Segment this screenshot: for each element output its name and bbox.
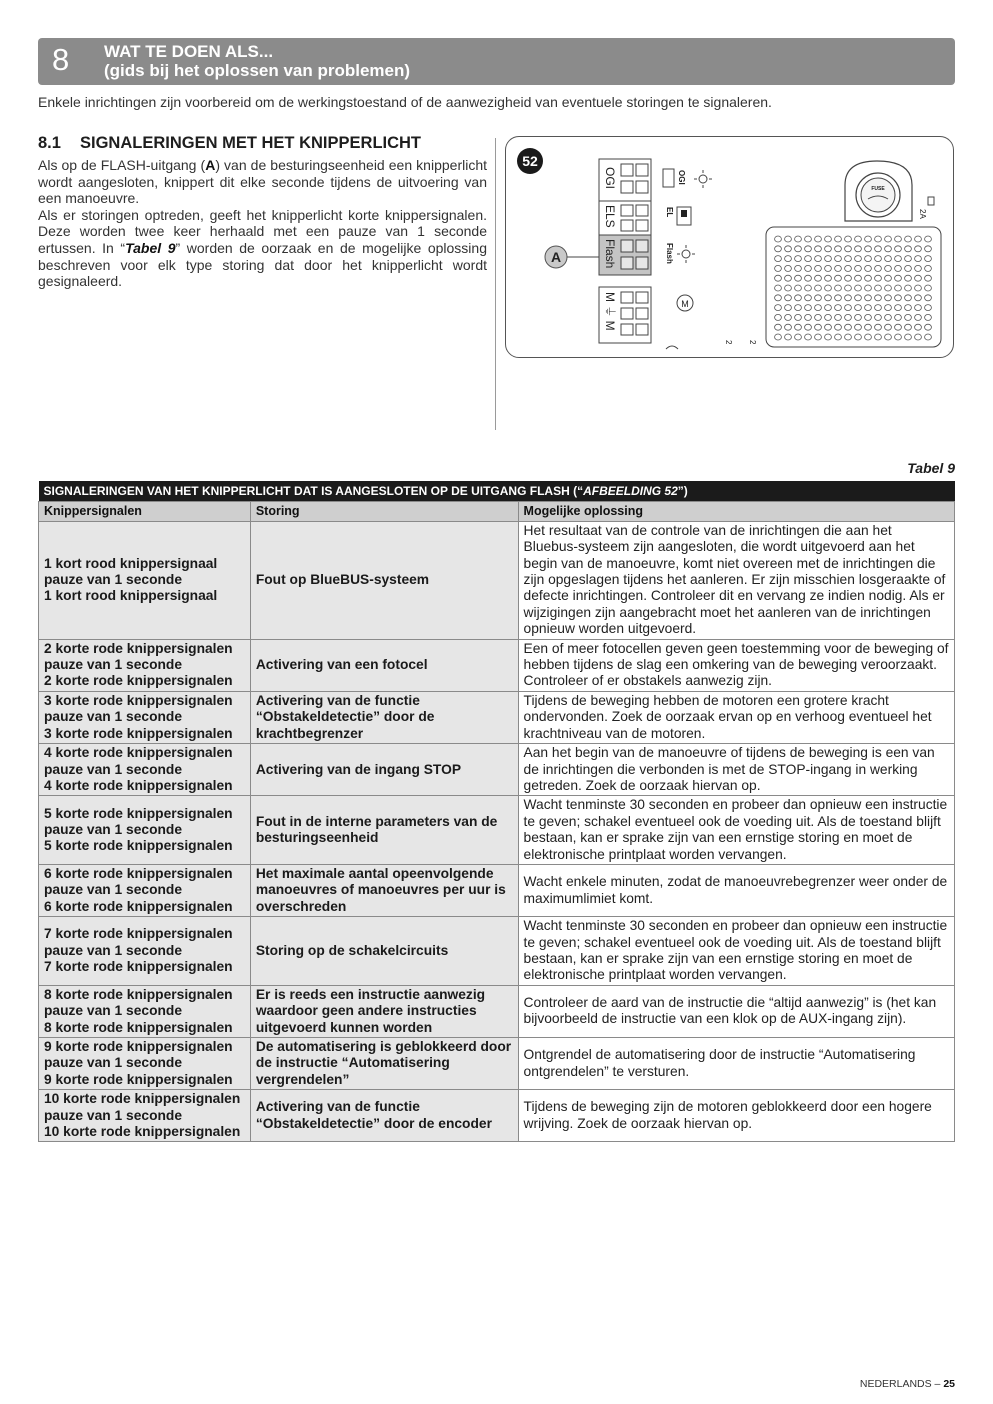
table-title [39,481,955,502]
fuse-label: FUSE [871,186,885,192]
table-title-text-b: ”) [677,484,688,498]
fuse-icon [861,178,895,212]
chapter-header [38,38,955,85]
chapter-title-line1: WAT TE DOEN ALS... [104,42,274,61]
signal-cell [39,639,251,691]
fault-cell: Storing op de schakelcircuits [250,917,518,986]
side-label-ogi: OGI [677,170,686,185]
terminal-label-ogi: OGI [603,167,617,190]
chapter-title-line2: (gids bij het oplossen van problemen) [104,61,411,80]
solution-cell: Tijdens de beweging zijn de motoren geblokkeerd door een hogere wrijving. Zoek de oorzaak hiervan op. [518,1090,954,1142]
signal-line: 7 korte rode knippersignalen [44,959,233,975]
table-header-row [39,502,955,521]
column-header-fault: Storing [250,502,518,521]
section-body [38,157,487,290]
page-footer [860,1378,955,1390]
table-title-text-a: SIGNALERINGEN VAN HET KNIPPERLICHT DAT IS AANGESLOTEN OP DE UITGANG FLASH (“ [43,484,584,498]
fault-cell: Er is reeds een instructie aanwezig waardoor geen andere instructies uitgevoerd kunnen worden [250,985,518,1037]
control-unit-drawing [506,137,955,359]
signal-line: 10 korte rode knippersignalen [44,1091,241,1107]
signal-cell [39,864,251,916]
signal-cell [39,985,251,1037]
table-row [39,521,955,639]
terminal-label-flash: Flash [603,239,617,269]
signal-line: pauze van 1 seconde [44,1055,183,1071]
side-label-el: EL [665,207,674,218]
ogi-indicator-icon [663,169,674,187]
chapter-title [104,42,410,80]
side-label-flash: Flash [665,243,674,264]
signal-line: 5 korte rode knippersignalen [44,805,233,821]
fault-cell: Activering van de functie “Obstakeldetectie” door de encoder [250,1090,518,1142]
fault-cell: Het maximale aantal opeenvolgende manoeuvres of manoeuvres per uur is overschreden [250,864,518,916]
fault-cell: Fout op BlueBUS-systeem [250,521,518,639]
signal-line: 4 korte rode knippersignalen [44,777,233,793]
signal-line: 8 korte rode knippersignalen [44,1019,233,1035]
table-row [39,985,955,1037]
lock-symbol-icon [681,210,687,217]
signal-cell [39,1090,251,1142]
signal-line: pauze van 1 seconde [44,1107,183,1123]
fault-cell: Activering van een fotocel [250,639,518,691]
table-row [39,864,955,916]
callout-a-label: A [550,249,562,265]
signal-line: 6 korte rode knippersignalen [44,865,233,881]
signal-line: 7 korte rode knippersignalen [44,926,233,942]
solution-cell: Wacht tenminste 30 seconden en probeer dan opnieuw een instructie te geven; schakel eventueel ook de voeding uit. Als de toestand blijft bestaan, kan er sprake zijn van een ernstige storing en moet de elektronische printplaat worden vervangen. [518,796,954,865]
solution-cell: Een of meer fotocellen geven geen toestemming voor de beweging of hebben tijdens de slag een omkering van de beweging veroorzaakt. Controleer of er obstakels aanwezig zijn. [518,639,954,691]
table-row [39,691,955,743]
signal-line: 9 korte rode knippersignalen [44,1039,233,1054]
table-row [39,639,955,691]
signal-cell [39,917,251,986]
page-number: 25 [943,1378,955,1390]
flash-signals-table [38,481,955,1142]
signal-line: pauze van 1 seconde [44,572,183,588]
table-title-figure-ref: AFBEELDING 52 [583,484,678,498]
signal-line: 1 kort rood knippersignaal [44,555,218,571]
p1-text-a: Als op de FLASH-uitgang ( [38,157,206,173]
table-row [39,744,955,796]
signal-cell [39,744,251,796]
signal-line: 4 korte rode knippersignalen [44,745,233,761]
cable-curve-icon [666,346,678,349]
figure-52 [505,136,954,358]
section-number: 8.1 [38,134,61,152]
table-caption: Tabel 9 [907,460,955,476]
footer-language: NEDERLANDS – [859,1378,941,1390]
figure-number-label: 52 [522,153,538,169]
solution-cell: Het resultaat van de controle van de inrichtingen die aan het Bluebus-systeem zijn aangesloten, die wordt uitgevoerd aan het begin van de manoeuvre, komt niet overeen met de inrichtingen die zijn opgeslagen tijdens het aanleren. Er zijn misschien losgeraakte of defecte inrichtingen. Controleer dit en vervang ze indien nodig. Als er wijzigingen zijn aangebracht moet het aanleren van de inrichtingen opnieuw worden uitgevoerd. [518,521,954,639]
signal-line: pauze van 1 seconde [44,882,183,898]
table-row [39,1090,955,1142]
signal-line: pauze van 1 seconde [44,761,183,777]
lamp-icon-ogi [694,170,712,188]
column-header-signals: Knippersignalen [39,502,251,521]
signal-cell [39,521,251,639]
fault-cell: Activering van de ingang STOP [250,744,518,796]
signal-line: 5 korte rode knippersignalen [44,838,233,854]
motor-icon-label: M [681,299,689,309]
small-mark-1: 2 [724,340,733,345]
section-heading: SIGNALERINGEN MET HET KNIPPERLICHT [80,134,422,152]
fuse-symbol-icon [928,197,934,205]
chapter-number: 8 [52,42,70,77]
signal-cell [39,691,251,743]
column-header-solution: Mogelijke oplossing [518,502,954,521]
lamp-icon-flash [677,245,695,263]
terminal-label-els: ELS [603,205,617,228]
signal-line: 3 korte rode knippersignalen [44,692,233,708]
signal-line: pauze van 1 seconde [44,1003,183,1019]
table-row [39,917,955,986]
fault-cell: De automatisering is geblokkeerd door de instructie “Automatisering vergrendelen” [250,1038,518,1090]
solution-cell: Wacht tenminste 30 seconden en probeer dan opnieuw een instructie te geven; schakel eventueel ook de voeding uit. Als de toestand blijft bestaan, kan er sprake zijn van een ernstige storing en moet de elektronische printplaat worden vervangen. [518,917,954,986]
table-row [39,796,955,865]
signal-cell [39,1038,251,1090]
signal-line: pauze van 1 seconde [44,821,183,837]
solution-cell: Wacht enkele minuten, zodat de manoeuvrebegrenzer weer onder de maximumlimiet komt. [518,864,954,916]
table-reference-link: Tabel 9 [125,239,176,256]
p2-text-b: ” worden de oorzaak en de mogelijke oplossing beschreven voor elk type storing dat door het knipperlicht wordt gesignaleerd. [38,239,487,290]
signal-line: pauze van 1 seconde [44,709,183,725]
intro-text: Enkele inrichtingen zijn voorbereid om de werkingstoestand of de aanwezigheid van eventuele storingen te signaleren. [38,94,772,110]
signal-line: 8 korte rode knippersignalen [44,986,233,1002]
table-row [39,1038,955,1090]
section-title [38,134,421,153]
terminal-label-motor: M ⏚ M [603,292,617,331]
p1-text-b: ) van de besturingseenheid een knipperlicht wordt aangesloten, knippert dit elke seconde tijdens de uitvoering van een manoeuvre. [38,157,487,207]
p2-text-a: Als er storingen optreden, geeft het knipperlicht korte knippersignalen. Deze worden twee keer herhaald met een pauze van 1 seconde ertussen. In “ [38,206,487,256]
fuse-rating: 2A [918,209,927,219]
signal-line: pauze van 1 seconde [44,657,183,673]
solution-cell: Controleer de aard van de instructie die “altijd aanwezig” is (het kan bijvoorbeeld de instructie van een klok op de AUX-ingang zijn). [518,985,954,1037]
signal-line: pauze van 1 seconde [44,942,183,958]
paragraph-2 [38,207,487,290]
p1-bold-ref: A [205,157,216,173]
signal-line: 10 korte rode knippersignalen [44,1124,241,1140]
signal-line: 2 korte rode knippersignalen [44,673,233,689]
signal-line: 2 korte rode knippersignalen [44,640,233,656]
signal-line: 6 korte rode knippersignalen [44,898,233,914]
small-mark-2: 2 [748,340,757,345]
column-divider [495,138,496,430]
solution-cell: Tijdens de beweging hebben de motoren een grotere kracht ondervonden. Zoek de oorzaak ervan op en verhoog eventueel het krachtniveau van de motoren. [518,691,954,743]
solution-cell: Ontgrendel de automatisering door de instructie “Automatisering ontgrendelen” te versturen. [518,1038,954,1090]
signal-line: 1 kort rood knippersignaal [44,588,218,604]
fault-cell: Fout in de interne parameters van de besturingseenheid [250,796,518,865]
table-title-row [39,481,955,502]
paragraph-1 [38,157,487,207]
fault-cell: Activering van de functie “Obstakeldetectie” door de krachtbegrenzer [250,691,518,743]
signal-line: 3 korte rode knippersignalen [44,725,233,741]
solution-cell: Aan het begin van de manoeuvre of tijdens de beweging is een van de inrichtingen die verbonden is met de STOP-ingang in werking getreden. Zoek de oorzaak hiervan op. [518,744,954,796]
signal-line: 9 korte rode knippersignalen [44,1071,233,1087]
signal-cell [39,796,251,865]
